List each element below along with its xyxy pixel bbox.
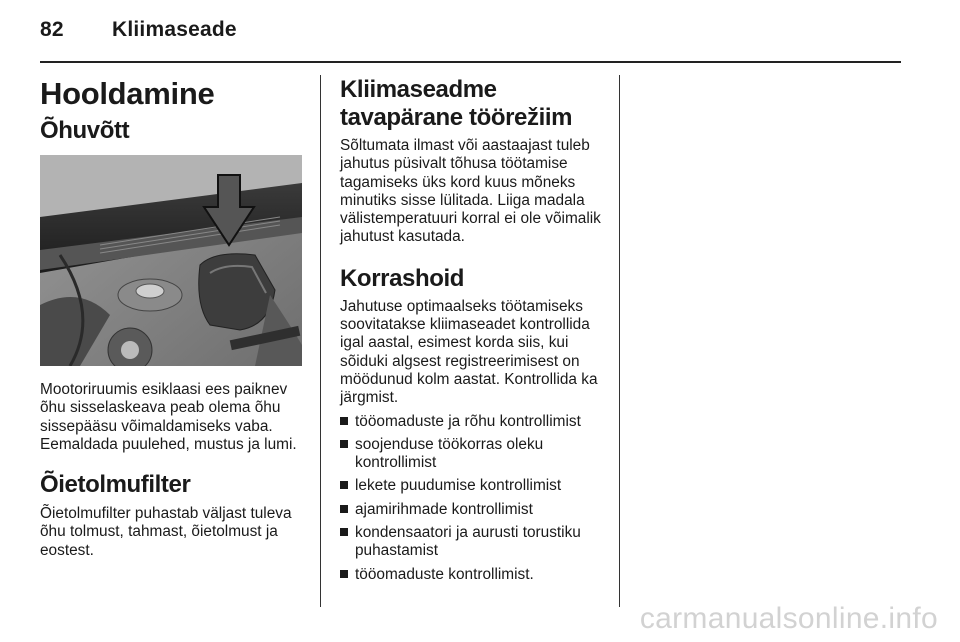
list-item (340, 477, 608, 495)
bullet-icon (340, 440, 348, 448)
list-item (340, 566, 608, 584)
column-divider-right (619, 75, 620, 607)
header-rule (40, 61, 901, 63)
list-item (340, 436, 608, 473)
bullet-icon (340, 528, 348, 536)
section-title: Hooldamine (40, 76, 215, 111)
page-number: 82 (40, 18, 64, 41)
list-item-text: soojenduse töökorras oleku kontrollimist (355, 435, 544, 472)
list-item-text: lekete puudumise kontrollimist (355, 477, 562, 495)
regular-operation-text: Sõltumata ilmast või aastaajast tuleb jahutus püsivalt tõhusa töötamise tagamiseks üks kord kuus mõneks minutiks sisse lülitada. Liiga madala välistemperatuuri korral ei ole võimalik jahutust kasutada. (340, 137, 601, 246)
bullet-icon (340, 570, 348, 578)
air-intake-text: Mootoriruumis esiklaasi ees paiknev õhu sisselaskeava peab olema õhu sissepääsu võimaldamiseks vaba. Eemaldada puulehed, mustus ja lumi. (40, 381, 297, 453)
column-divider-left (320, 75, 321, 607)
left-column (40, 76, 310, 560)
air-intake-photo (40, 155, 302, 366)
bullet-icon (340, 505, 348, 513)
service-heading: Korrashoid (340, 264, 465, 292)
service-text: Jahutuse optimaalseks töötamiseks soovitatakse kliimaseadet kontrollida igal aastal, esimest korda siis, kui sõiduki algsest registreerimisest on möödunud kolm aastat. Kontrollida ka järgmist. (340, 297, 598, 407)
regular-operation-heading: Kliimaseadme tavapärane töörežiim (340, 76, 573, 131)
list-item-text: ajamirihmade kontrollimist (355, 500, 533, 518)
list-item (340, 501, 608, 519)
pollen-filter-heading: Õietolmufilter (40, 471, 191, 499)
air-intake-heading: Õhuvõtt (40, 117, 130, 144)
pollen-filter-text: Õietolmufilter puhastab väljast tuleva õhu tolmust, tahmast, õietolmust ja eostest. (40, 505, 292, 559)
list-item (340, 413, 608, 431)
list-item-text: kondensaatori ja aurusti torustiku puhastamist (355, 524, 581, 560)
middle-column (340, 76, 608, 589)
list-item (340, 524, 608, 561)
bullet-icon (340, 481, 348, 489)
list-item-text: tööomaduste ja rõhu kontrollimist (355, 412, 581, 430)
list-item-text: tööomaduste kontrollimist. (355, 565, 534, 583)
service-checklist (340, 413, 608, 584)
bullet-icon (340, 417, 348, 425)
chapter-title: Kliimaseade (112, 18, 237, 41)
watermark: carmanualsonline.info (639, 602, 938, 635)
